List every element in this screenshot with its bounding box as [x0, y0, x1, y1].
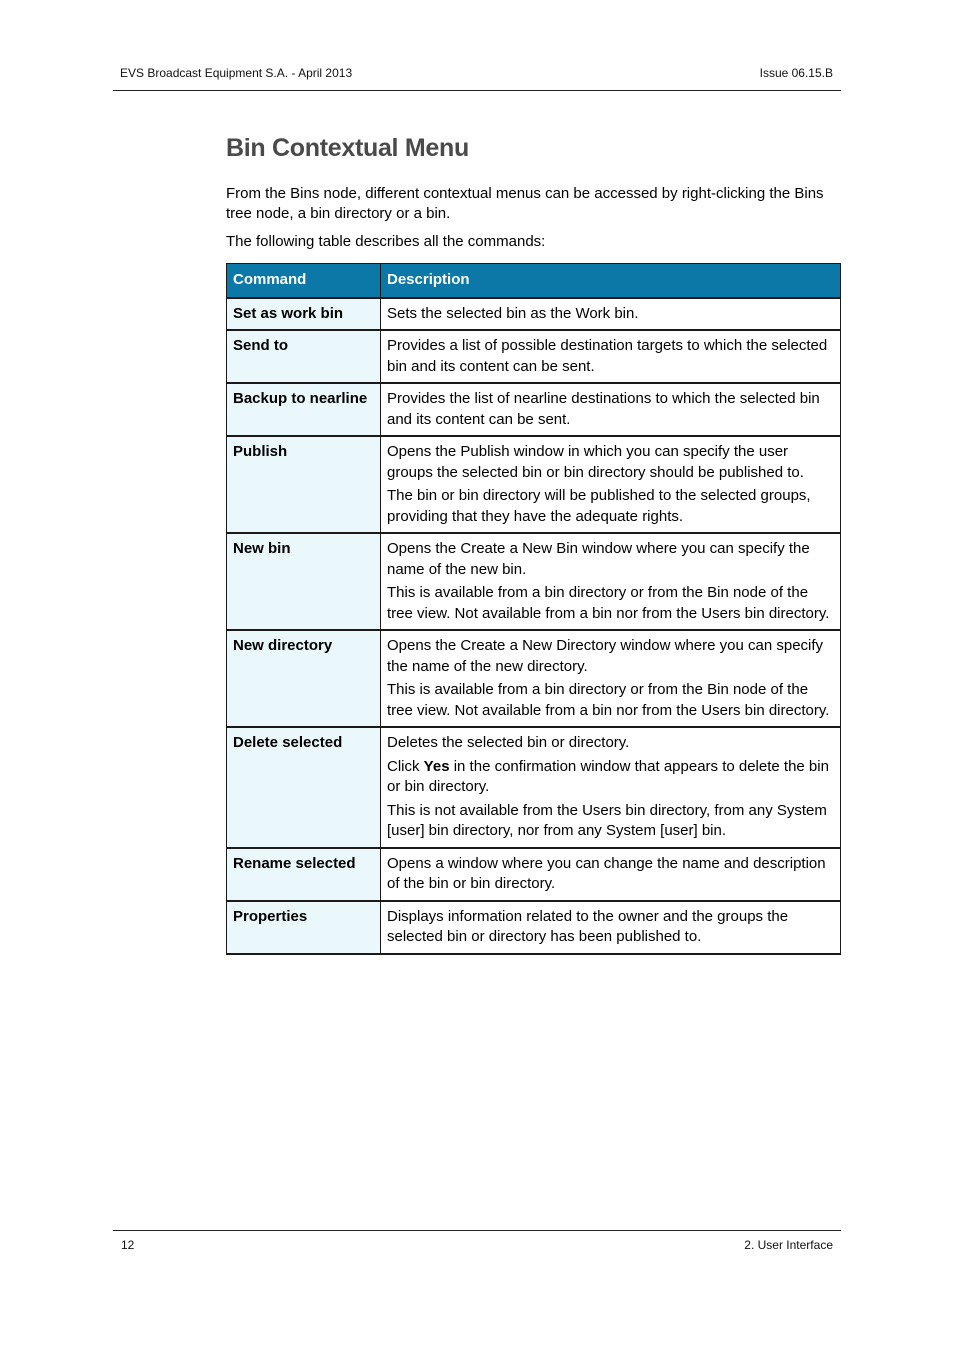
column-header-description: Description: [381, 264, 841, 298]
description-text: The bin or bin directory will be published to the selected groups, providing that they have the adequate rights.: [387, 487, 811, 525]
header-rule: [113, 90, 841, 91]
description-text: Opens a window where you can change the name and description of the bin or bin directory.: [387, 854, 826, 892]
description-cell: [381, 901, 841, 954]
command-cell: New bin: [227, 533, 381, 630]
command-cell: Backup to nearline: [227, 383, 381, 436]
description-cell: [381, 436, 841, 533]
description-cell: [381, 727, 841, 848]
table-row: [227, 901, 841, 954]
running-header-right: Issue 06.15.B: [759, 66, 833, 80]
command-cell: Delete selected: [227, 727, 381, 848]
command-cell: Set as work bin: [227, 298, 381, 331]
page-number: 12: [121, 1238, 135, 1252]
description-cell: [381, 848, 841, 901]
table-row: [227, 533, 841, 630]
command-cell: New directory: [227, 630, 381, 727]
description-text: Click: [387, 757, 424, 775]
description-text-with-emphasis: [387, 757, 834, 798]
footer-section-title: 2. User Interface: [744, 1238, 833, 1252]
description-text: Opens the Create a New Bin window where you can specify the name of the new bin.: [387, 540, 810, 578]
command-cell: Rename selected: [227, 848, 381, 901]
command-cell: Properties: [227, 901, 381, 954]
description-text: This is not available from the Users bin directory, from any System [user] bin directory, nor from any System [user] bin.: [387, 801, 827, 839]
description-text: This is available from a bin directory or from the Bin node of the tree view. Not available from a bin nor from the Users bin directory.: [387, 681, 830, 719]
table-row: [227, 330, 841, 383]
description-text: This is available from a bin directory or from the Bin node of the tree view. Not available from a bin nor from the Users bin directory.: [387, 584, 830, 622]
command-cell: Send to: [227, 330, 381, 383]
description-text: Opens the Create a New Directory window where you can specify the name of the new directory.: [387, 637, 824, 675]
intro-paragraph: From the Bins node, different contextual menus can be accessed by right-clicking the Bins tree node, a bin directory or a bin.: [226, 185, 824, 222]
description-cell: [381, 630, 841, 727]
running-header-left: EVS Broadcast Equipment S.A. - April 2013: [120, 66, 353, 80]
description-cell: [381, 383, 841, 436]
description-text: Opens the Publish window in which you can specify the user groups the selected bin or bin directory should be published to.: [387, 443, 804, 481]
footer-rule: [113, 1230, 841, 1231]
table-row: [227, 848, 841, 901]
description-text: Deletes the selected bin or directory.: [387, 734, 630, 751]
table-row: [227, 630, 841, 727]
table-row: [227, 383, 841, 436]
command-cell: Publish: [227, 436, 381, 533]
description-text: Provides the list of nearline destinations to which the selected bin and its content can be sent.: [387, 390, 820, 428]
table-row: [227, 727, 841, 848]
description-text: in the confirmation window that appears to delete the bin or bin directory.: [387, 757, 829, 795]
page-title: Bin Contextual Menu: [226, 134, 469, 162]
table-row: [227, 298, 841, 331]
description-cell: [381, 330, 841, 383]
table-header-row: [227, 264, 841, 298]
description-text: Provides a list of possible destination targets to which the selected bin and its content can be sent.: [387, 337, 828, 375]
main-content: [226, 132, 841, 955]
table-intro-paragraph: The following table describes all the commands:: [226, 233, 546, 250]
commands-table: [226, 263, 841, 955]
description-cell: [381, 533, 841, 630]
emphasized-term: Yes: [423, 757, 450, 775]
table-row: [227, 436, 841, 533]
description-text: Displays information related to the owner and the groups the selected bin or directory has been published to.: [387, 907, 789, 945]
description-text: Sets the selected bin as the Work bin.: [387, 304, 639, 322]
description-cell: [381, 298, 841, 331]
column-header-command: Command: [227, 264, 381, 298]
